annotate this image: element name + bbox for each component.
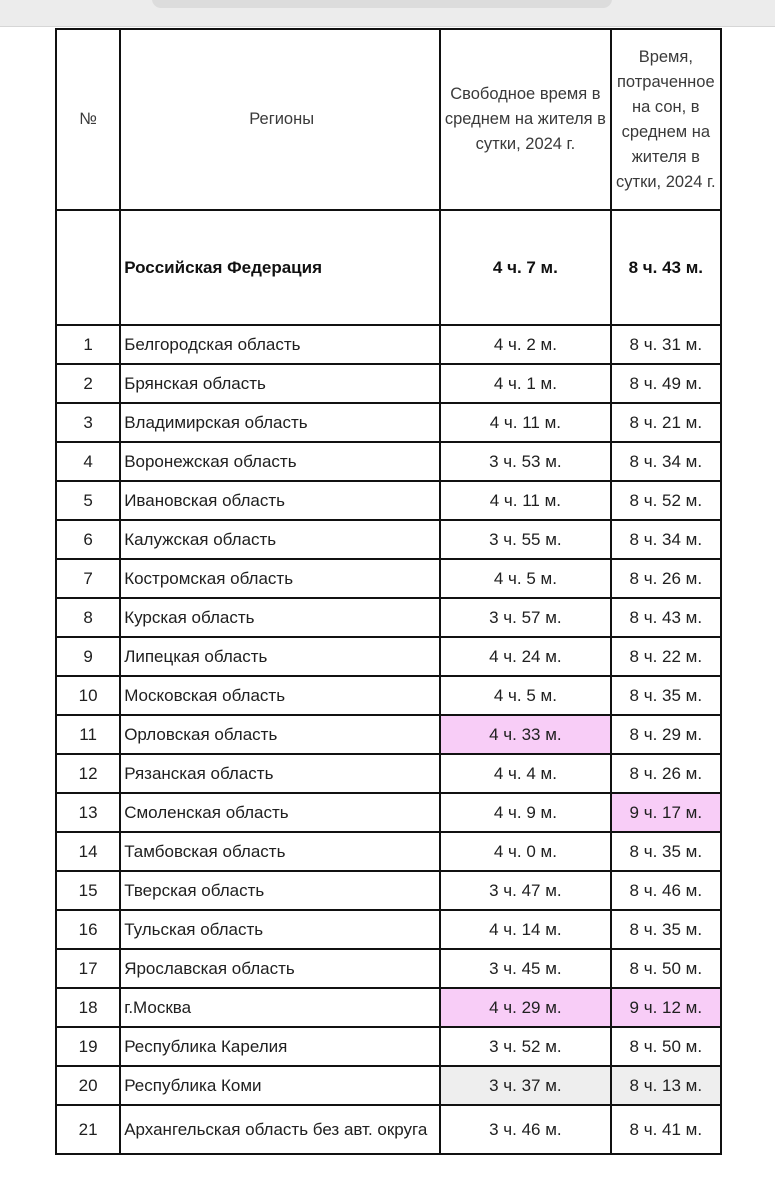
row-free-time: 4 ч. 11 м. xyxy=(440,481,611,520)
table-row xyxy=(56,598,721,637)
row-number: 7 xyxy=(56,559,120,598)
row-number: 12 xyxy=(56,754,120,793)
row-number: 4 xyxy=(56,442,120,481)
table-row xyxy=(56,676,721,715)
table-row xyxy=(56,325,721,364)
regions-table xyxy=(55,28,722,1155)
row-region: Тверская область xyxy=(120,871,440,910)
row-sleep-time: 8 ч. 34 м. xyxy=(611,442,721,481)
row-number: 6 xyxy=(56,520,120,559)
row-number: 8 xyxy=(56,598,120,637)
row-number: 10 xyxy=(56,676,120,715)
row-free-time-highlighted: 4 ч. 29 м. xyxy=(440,988,611,1027)
table-row xyxy=(56,481,721,520)
row-region: Архангельская область без авт. округа xyxy=(120,1105,440,1154)
row-free-time: 3 ч. 53 м. xyxy=(440,442,611,481)
table-row xyxy=(56,1066,721,1105)
row-sleep-time: 8 ч. 46 м. xyxy=(611,871,721,910)
row-free-time: 3 ч. 47 м. xyxy=(440,871,611,910)
table-row xyxy=(56,442,721,481)
table-row xyxy=(56,910,721,949)
row-free-time: 4 ч. 11 м. xyxy=(440,403,611,442)
total-region: Российская Федерация xyxy=(120,210,440,325)
row-region: Брянская область xyxy=(120,364,440,403)
row-number: 13 xyxy=(56,793,120,832)
table-row xyxy=(56,949,721,988)
row-free-time: 4 ч. 4 м. xyxy=(440,754,611,793)
row-region: Воронежская область xyxy=(120,442,440,481)
row-free-time-highlighted: 4 ч. 33 м. xyxy=(440,715,611,754)
row-free-time: 4 ч. 9 м. xyxy=(440,793,611,832)
row-sleep-time: 8 ч. 41 м. xyxy=(611,1105,721,1154)
row-sleep-time: 8 ч. 52 м. xyxy=(611,481,721,520)
row-region: Орловская область xyxy=(120,715,440,754)
row-region: Липецкая область xyxy=(120,637,440,676)
row-region: Костромская область xyxy=(120,559,440,598)
row-sleep-time: 8 ч. 22 м. xyxy=(611,637,721,676)
row-sleep-time: 8 ч. 31 м. xyxy=(611,325,721,364)
row-region: Московская область xyxy=(120,676,440,715)
row-region: г.Москва xyxy=(120,988,440,1027)
row-region: Республика Карелия xyxy=(120,1027,440,1066)
table-row xyxy=(56,754,721,793)
row-region: Тульская область xyxy=(120,910,440,949)
row-region: Рязанская область xyxy=(120,754,440,793)
table-row xyxy=(56,364,721,403)
table-header-row xyxy=(56,29,721,210)
row-free-time: 4 ч. 2 м. xyxy=(440,325,611,364)
row-region: Белгородская область xyxy=(120,325,440,364)
row-free-time: 3 ч. 57 м. xyxy=(440,598,611,637)
row-free-time: 3 ч. 52 м. xyxy=(440,1027,611,1066)
table-row xyxy=(56,520,721,559)
table-row xyxy=(56,715,721,754)
row-sleep-time: 8 ч. 35 м. xyxy=(611,832,721,871)
row-sleep-time-shaded: 8 ч. 13 м. xyxy=(611,1066,721,1105)
row-number: 2 xyxy=(56,364,120,403)
table-row xyxy=(56,1027,721,1066)
row-sleep-time-highlighted: 9 ч. 12 м. xyxy=(611,988,721,1027)
row-free-time: 3 ч. 45 м. xyxy=(440,949,611,988)
row-number: 1 xyxy=(56,325,120,364)
row-number: 17 xyxy=(56,949,120,988)
row-number: 5 xyxy=(56,481,120,520)
table-row xyxy=(56,559,721,598)
row-sleep-time: 8 ч. 26 м. xyxy=(611,559,721,598)
row-number: 16 xyxy=(56,910,120,949)
row-sleep-time: 8 ч. 29 м. xyxy=(611,715,721,754)
table-row xyxy=(56,1105,721,1154)
table-row xyxy=(56,988,721,1027)
address-bar[interactable] xyxy=(152,0,612,8)
row-sleep-time: 8 ч. 35 м. xyxy=(611,676,721,715)
header-region: Регионы xyxy=(120,29,440,210)
row-number: 20 xyxy=(56,1066,120,1105)
row-free-time: 4 ч. 5 м. xyxy=(440,559,611,598)
table-row xyxy=(56,832,721,871)
total-free-time: 4 ч. 7 м. xyxy=(440,210,611,325)
row-number: 9 xyxy=(56,637,120,676)
total-sleep-time: 8 ч. 43 м. xyxy=(611,210,721,325)
row-region: Владимирская область xyxy=(120,403,440,442)
row-free-time: 4 ч. 24 м. xyxy=(440,637,611,676)
row-free-time: 4 ч. 1 м. xyxy=(440,364,611,403)
row-region: Республика Коми xyxy=(120,1066,440,1105)
table-row xyxy=(56,637,721,676)
header-number: № xyxy=(56,29,120,210)
row-number: 11 xyxy=(56,715,120,754)
row-region: Ярославская область xyxy=(120,949,440,988)
row-free-time: 4 ч. 0 м. xyxy=(440,832,611,871)
row-sleep-time: 8 ч. 49 м. xyxy=(611,364,721,403)
row-free-time: 4 ч. 5 м. xyxy=(440,676,611,715)
total-row xyxy=(56,210,721,325)
divider xyxy=(0,26,775,27)
row-region: Ивановская область xyxy=(120,481,440,520)
row-sleep-time: 8 ч. 26 м. xyxy=(611,754,721,793)
row-region: Калужская область xyxy=(120,520,440,559)
row-free-time: 3 ч. 46 м. xyxy=(440,1105,611,1154)
table-row xyxy=(56,793,721,832)
row-free-time: 3 ч. 55 м. xyxy=(440,520,611,559)
header-sleep-time: Время, потраченное на сон, в среднем на жителя в сутки, 2024 г. xyxy=(611,29,721,210)
row-number: 3 xyxy=(56,403,120,442)
row-number: 14 xyxy=(56,832,120,871)
row-sleep-time: 8 ч. 43 м. xyxy=(611,598,721,637)
total-number xyxy=(56,210,120,325)
row-number: 15 xyxy=(56,871,120,910)
row-number: 19 xyxy=(56,1027,120,1066)
table-row xyxy=(56,871,721,910)
row-free-time: 4 ч. 14 м. xyxy=(440,910,611,949)
row-sleep-time: 8 ч. 50 м. xyxy=(611,1027,721,1066)
row-sleep-time: 8 ч. 35 м. xyxy=(611,910,721,949)
browser-top-bar xyxy=(0,0,775,26)
row-number: 21 xyxy=(56,1105,120,1154)
row-sleep-time: 8 ч. 50 м. xyxy=(611,949,721,988)
table-row xyxy=(56,403,721,442)
row-free-time-shaded: 3 ч. 37 м. xyxy=(440,1066,611,1105)
header-free-time: Свободное время в среднем на жителя в сутки, 2024 г. xyxy=(440,29,611,210)
row-number: 18 xyxy=(56,988,120,1027)
row-region: Тамбовская область xyxy=(120,832,440,871)
row-sleep-time: 8 ч. 34 м. xyxy=(611,520,721,559)
row-sleep-time-highlighted: 9 ч. 17 м. xyxy=(611,793,721,832)
row-region: Курская область xyxy=(120,598,440,637)
row-region: Смоленская область xyxy=(120,793,440,832)
row-sleep-time: 8 ч. 21 м. xyxy=(611,403,721,442)
